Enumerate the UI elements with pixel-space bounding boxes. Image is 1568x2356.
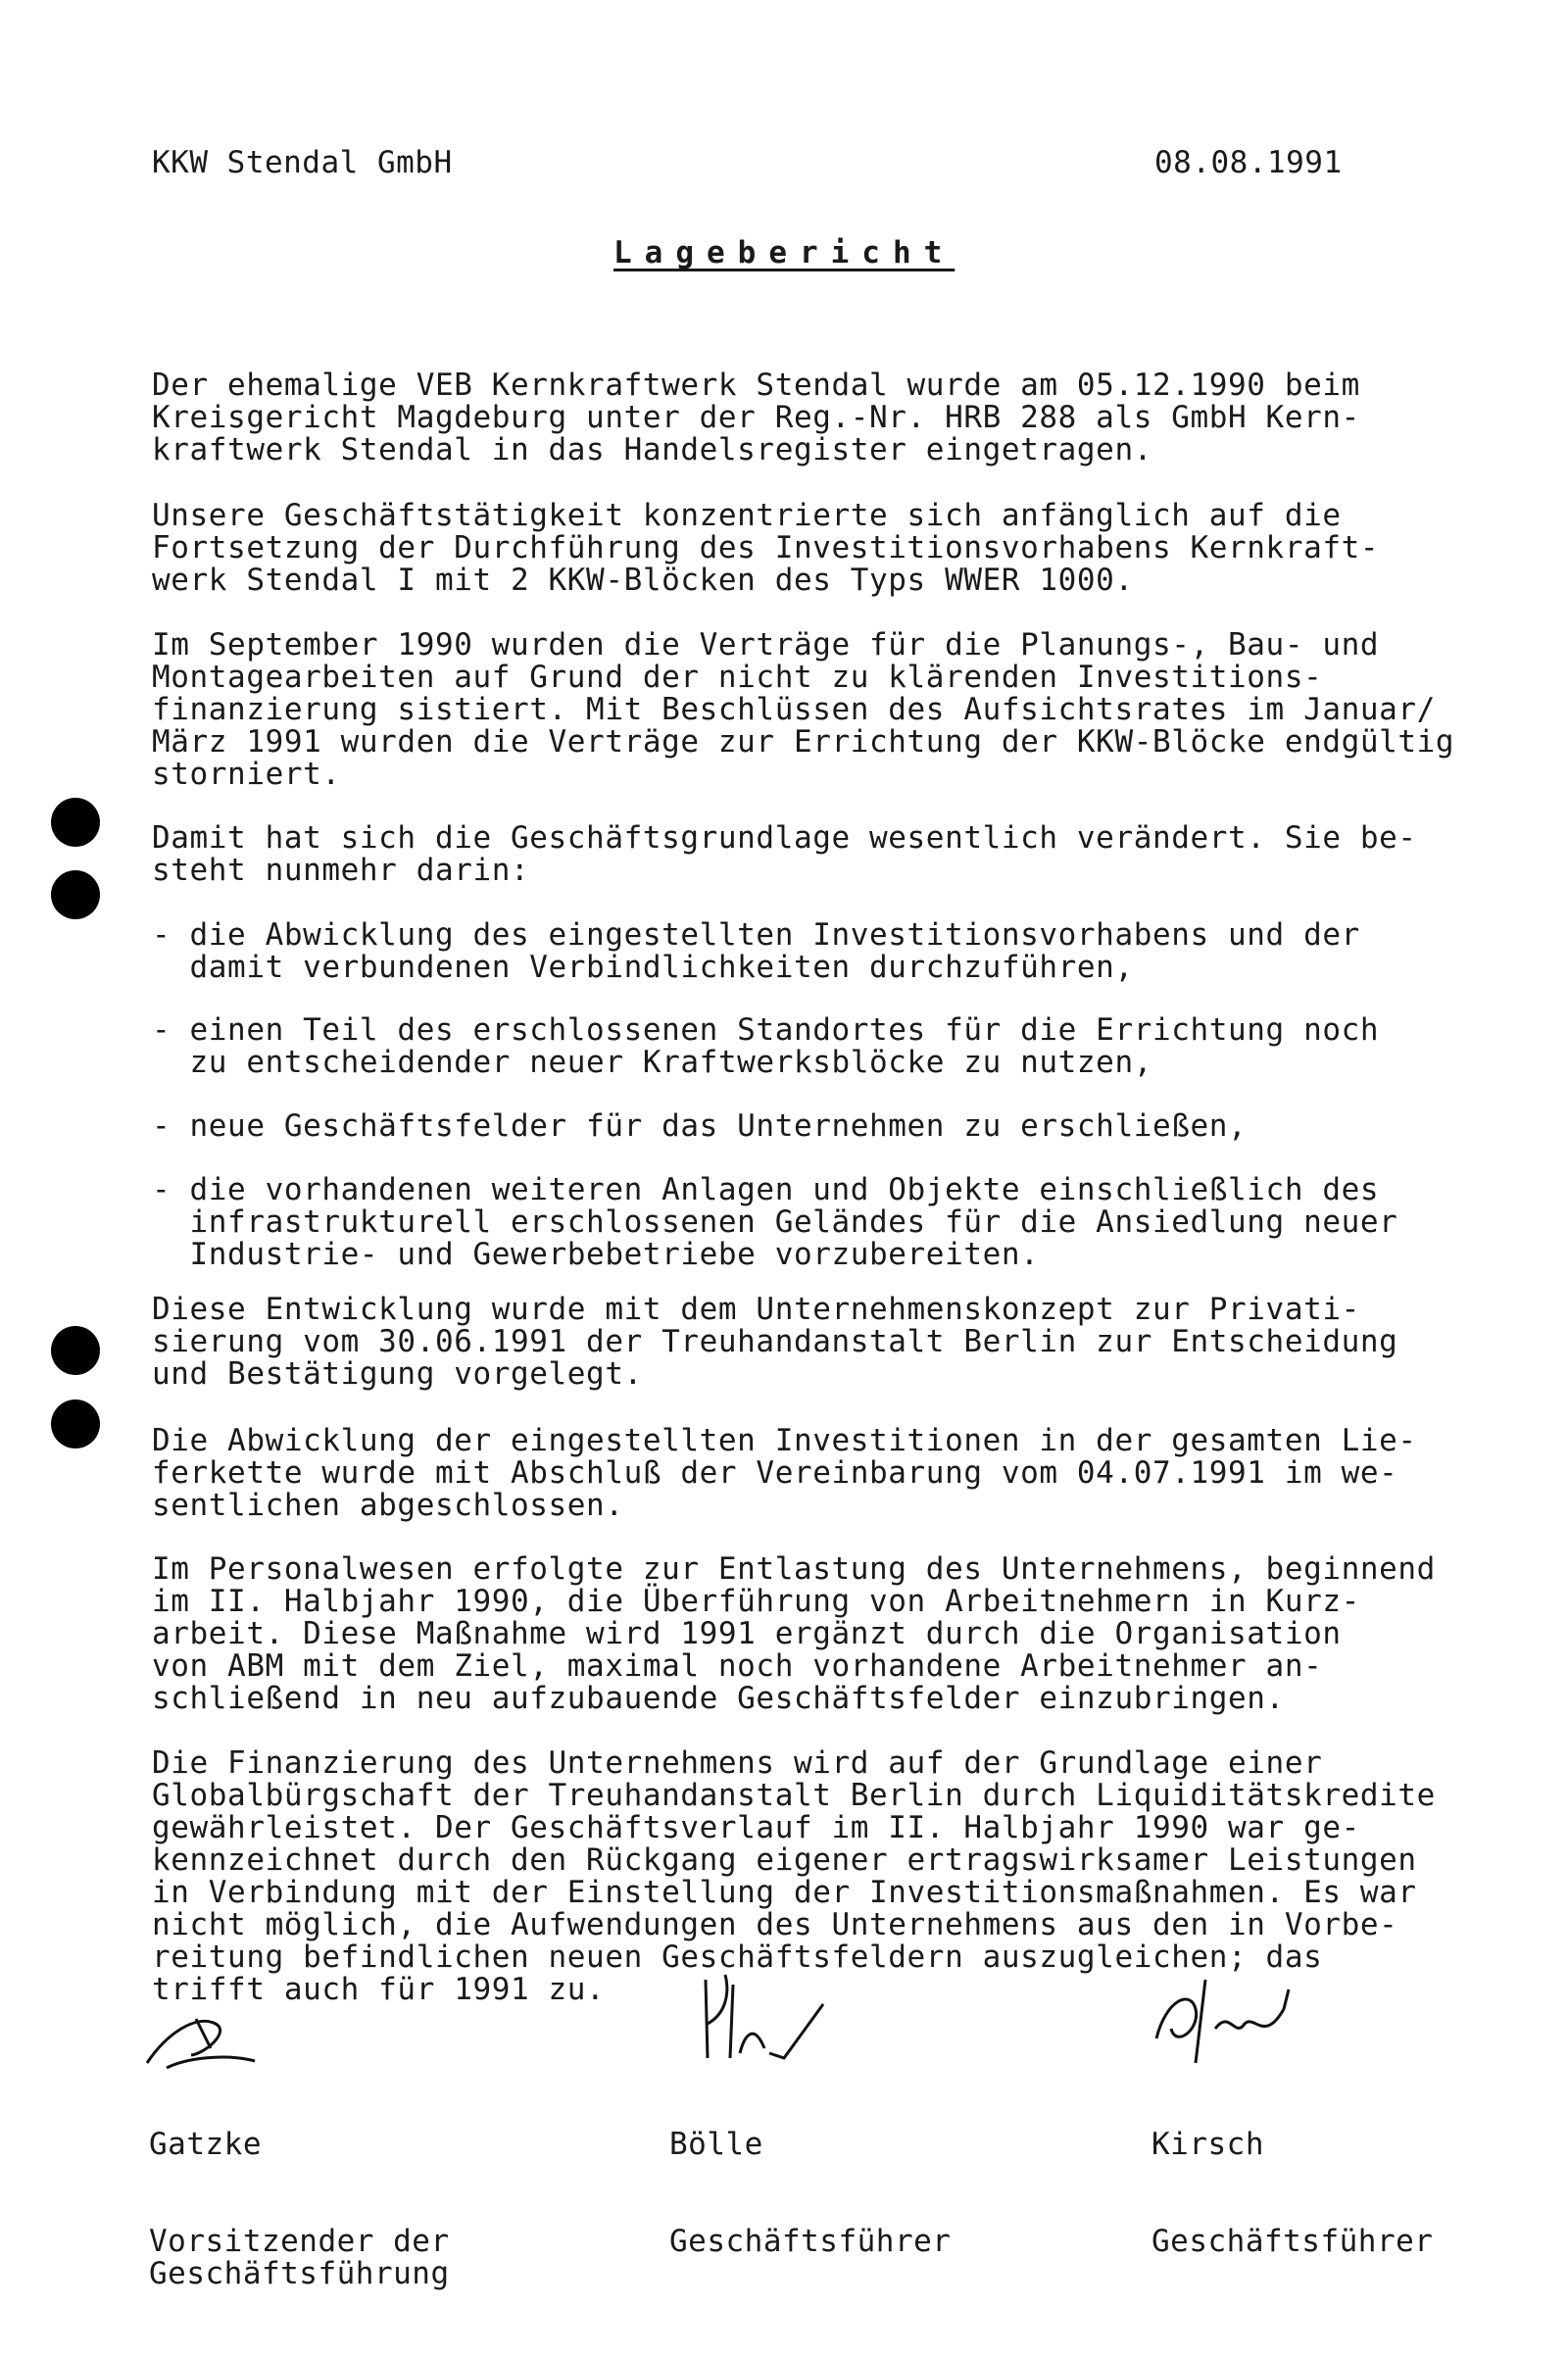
paragraph-abwicklung-investitionen: Die Abwicklung der eingestellten Investitionen in der gesamten Lie- ferkette wurde mit Abschluß der Vereinbarung vom 04.07.1991 im we- sentlichen abgeschlossen. [152,1423,1417,1523]
paragraph-contracts-sistiert: Im September 1990 wurden die Verträge für die Planungs-, Bau- und Montagearbeiten auf Grund der nicht zu klärenden Investitions- finanzierung sistiert. Mit Beschlüssen des Aufsichtsrates im Januar/ März 1991 wurden die Verträge zur Errichtung der KKW-Blöcke endgültig storniert. [152,627,1455,792]
punch-hole-1 [51,798,100,847]
punch-hole-2 [51,870,100,919]
signatory-role: Geschäftsführer [669,2224,952,2259]
signature-kirsch-icon [1137,1970,1313,2078]
signatory-name: Bölle [669,2127,763,2162]
signatory-name: Kirsch [1152,2127,1264,2162]
signatory-role: Vorsitzender der Geschäftsführung [149,2224,450,2291]
paragraph-privatisierung: Diese Entwicklung wurde mit dem Unternehmenskonzept zur Privati- sierung vom 30.06.1991 der Treuhandanstalt Berlin zur Entscheidung und Bestätigung vorgelegt. [152,1292,1398,1392]
signatory-name: Gatzke [149,2127,262,2162]
paragraph-business-basis: Damit hat sich die Geschäftsgrundlage wesentlich verändert. Sie be- steht nunmehr darin: [152,820,1417,888]
signatory-boelle [669,2064,951,2323]
list-item-geschaeftsfelder: - neue Geschäftsfelder für das Unternehmen zu erschließen, [152,1108,1248,1144]
document-date: 08.08.1991 [1154,145,1343,180]
signatory-kirsch [1152,2064,1433,2323]
list-item-standort: - einen Teil des erschlossenen Standortes für die Errichtung noch zu entscheidender neuer Kraftwerksblöcke zu nutzen, [152,1012,1380,1080]
punch-hole-3 [51,1326,100,1375]
paragraph-business-activity: Unsere Geschäftstätigkeit konzentrierte sich anfänglich auf die Fortsetzung der Durchführung des Investitionsvorhabens Kernkraft- werk Stendal I mit 2 KKW-Blöcken des Typs WWER 1000. [152,498,1380,598]
paragraph-personalwesen: Im Personalwesen erfolgte zur Entlastung des Unternehmens, beginnend im II. Halbjahr 1990, die Überführung von Arbeitnehmern in Kurz- arbeit. Diese Maßnahme wird 1991 ergänzt durch die Organisation von ABM mit dem Ziel, maximal noch vorhandene Arbeitnehmer an- schließend in neu aufzubauende Geschäftsfelder einzubringen. [152,1551,1436,1716]
document-title: Lagebericht [613,235,956,270]
signature-boelle-icon [686,1965,862,2073]
punch-hole-4 [51,1399,100,1448]
company-name: KKW Stendal GmbH [152,145,453,180]
paragraph-finanzierung: Die Finanzierung des Unternehmens wird auf der Grundlage einer Globalbürgschaft der Treuhandanstalt Berlin durch Liquiditätskredite gewährleistet. Der Geschäftsverlauf im II. Halbjahr 1990 war ge- kennzeichnet durch den Rückgang eigener ertragswirksamer Leistungen in Verbindung mit der Einstellung der Investitionsmaßnahmen. Es war nicht möglich, die Aufwendungen des Unternehmens aus den in Vorbe- reitung befindlichen neuen Geschäftsfeldern auszugleichen; das trifft auch für 1991 zu. [152,1745,1436,2007]
paragraph-registration: Der ehemalige VEB Kernkraftwerk Stendal wurde am 05.12.1990 beim Kreisgericht Magdeburg unter der Reg.-Nr. HRB 288 als GmbH Kern- kraftwerk Stendal in das Handelsregister eingetragen. [152,368,1360,467]
list-item-abwicklung: - die Abwicklung des eingestellten Investitionsvorhabens und der damit verbundenen Verbindlichkeiten durchzuführen, [152,917,1360,985]
signatory-role: Geschäftsführer [1152,2224,1434,2259]
list-item-anlagen: - die vorhandenen weiteren Anlagen und Objekte einschließlich des infrastrukturell erschlossenen Geländes für die Ansiedlung neuer Industrie- und Gewerbebetriebe vorzubereiten. [152,1172,1398,1272]
